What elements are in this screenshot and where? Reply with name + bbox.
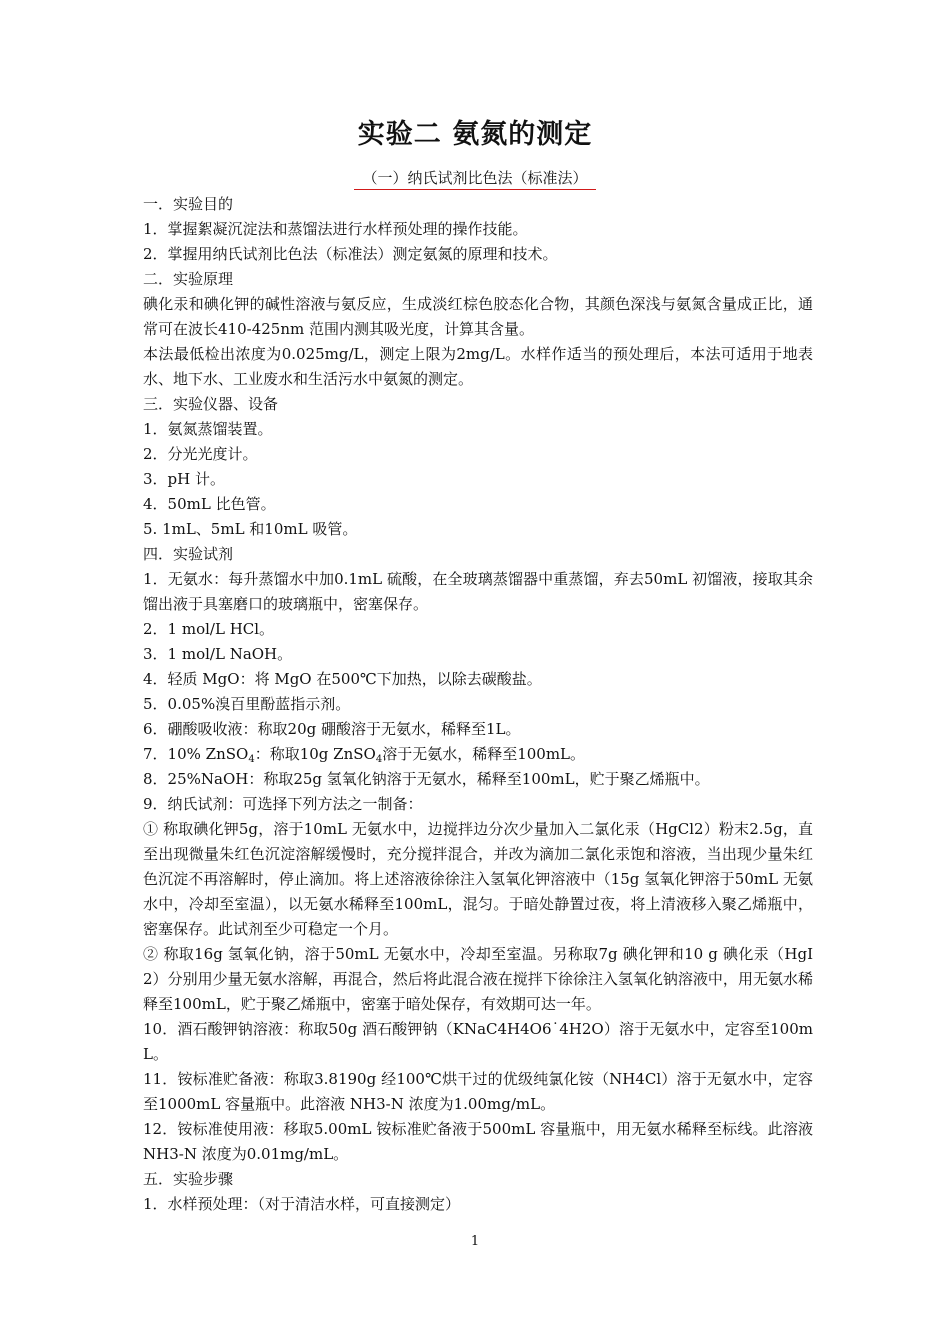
section-heading: 一．实验目的 — [143, 195, 234, 213]
body-paragraph: ① 称取碘化钾5g，溶于10mL 无氨水中，边搅拌边分次少量加入二氯化汞（HgCl2）粉末2.5g，直至出现微量朱红色沉淀溶解缓慢时，充分搅拌混合，并改为滴加二氯化汞饱和溶液，当出现少量朱红色沉淀不再溶解时，停止滴加。将上述溶液徐徐注入氢氧化钾溶液中（15g 氢氧化钾溶于50mL 无氨水中，冷却至室温），以无氨水稀释至100mL，混匀。于暗处静置过夜，将上清液移入聚乙烯瓶中，密塞保存。此试剂至少可稳定一个月。 — [143, 820, 813, 938]
list-item: 3．pH 计。 — [143, 470, 225, 488]
document-title: 实验二 氨氮的测定 — [357, 119, 593, 150]
section-heading: 二．实验原理 — [143, 270, 234, 288]
body-paragraph: ② 称取16g 氢氧化钠，溶于50mL 无氨水中，冷却至室温。另称取7g 碘化钾和10 g 碘化汞（HgI2）分别用少量无氨水溶解，再混合，然后将此混合液在搅拌下徐徐注入氢氧化钠溶液中，用无氨水稀释至100mL，贮于聚乙烯瓶中，密塞于暗处保存，有效期可达一年。 — [143, 945, 813, 1013]
list-item: 12．铵标准使用液：移取5.00mL 铵标准贮备液于500mL 容量瓶中，用无氨水稀释至标线。此溶液 NH3-N 浓度为0.01mg/mL。 — [143, 1120, 813, 1163]
list-item: 1．水样预处理：（对于清洁水样，可直接测定） — [143, 1195, 461, 1213]
list-item: 3．1 mol/L NaOH。 — [143, 645, 293, 663]
list-item: 11．铵标准贮备液：称取3.8190g 经100℃烘干过的优级纯氯化铵（NH4Cl）溶于无氨水中，定容至1000mL 容量瓶中。此溶液 NH3-N 浓度为1.00mg/mL。 — [143, 1070, 813, 1113]
body-paragraph: 碘化汞和碘化钾的碱性溶液与氨反应，生成淡红棕色胶态化合物，其颜色深浅与氨氮含量成正比，通常可在波长410-425nm 范围内测其吸光度，计算其含量。 — [143, 295, 813, 338]
document-body — [143, 192, 813, 1217]
list-item: 10．酒石酸钾钠溶液：称取50g 酒石酸钾钠（KNaC4H4O6˙4H2O）溶于无氨水中，定容至100mL。 — [143, 1020, 813, 1063]
list-item-zinc-sulfate — [143, 742, 813, 767]
list-item: 1．掌握絮凝沉淀法和蒸馏法进行水样预处理的操作技能。 — [143, 220, 528, 238]
section-heading: 三．实验仪器、设备 — [143, 395, 279, 413]
body-paragraph: 本法最低检出浓度为0.025mg/L，测定上限为2mg/L。水样作适当的预处理后，本法可适用于地表水、地下水、工业废水和生活污水中氨氮的测定。 — [143, 345, 813, 388]
list-item: 6．硼酸吸收液：称取20g 硼酸溶于无氨水，稀释至1L。 — [143, 720, 521, 738]
list-item: 5. 1mL、5mL 和10mL 吸管。 — [143, 520, 358, 538]
list-item: 5．0.05%溴百里酚蓝指示剂。 — [143, 695, 351, 713]
document-subtitle: （一）纳氏试剂比色法（标准法） — [354, 168, 595, 190]
reagent-7-prefix: 7．10% ZnSO — [143, 745, 249, 763]
list-item: 1．氨氮蒸馏装置。 — [143, 420, 273, 438]
list-item: 2．掌握用纳氏试剂比色法（标准法）测定氨氮的原理和技术。 — [143, 245, 558, 263]
section-heading: 五．实验步骤 — [143, 1170, 234, 1188]
list-item: 1．无氨水：每升蒸馏水中加0.1mL 硫酸，在全玻璃蒸馏器中重蒸馏，弃去50mL 初馏液，接取其余馏出液于具塞磨口的玻璃瓶中，密塞保存。 — [143, 570, 813, 613]
list-item: 2．分光光度计。 — [143, 445, 258, 463]
list-item: 4．轻质 MgO：将 MgO 在500℃下加热，以除去碳酸盐。 — [143, 670, 542, 688]
section-heading: 四．实验试剂 — [143, 545, 234, 563]
list-item: 4．50mL 比色管。 — [143, 495, 276, 513]
page-number: 1 — [470, 1234, 480, 1249]
subtitle-container — [0, 168, 950, 190]
list-item: 2．1 mol/L HCl。 — [143, 620, 275, 638]
list-item: 8．25%NaOH：称取25g 氢氧化钠溶于无氨水，稀释至100mL，贮于聚乙烯瓶中。 — [143, 770, 710, 788]
reagent-7-middle: ：称取10g ZnSO — [254, 745, 376, 763]
reagent-7-suffix: 溶于无氨水，稀释至100mL。 — [382, 745, 586, 763]
subscript: 4 — [375, 754, 383, 765]
list-item: 9．纳氏试剂：可选择下列方法之一制备： — [143, 795, 423, 813]
subscript: 4 — [248, 754, 255, 765]
